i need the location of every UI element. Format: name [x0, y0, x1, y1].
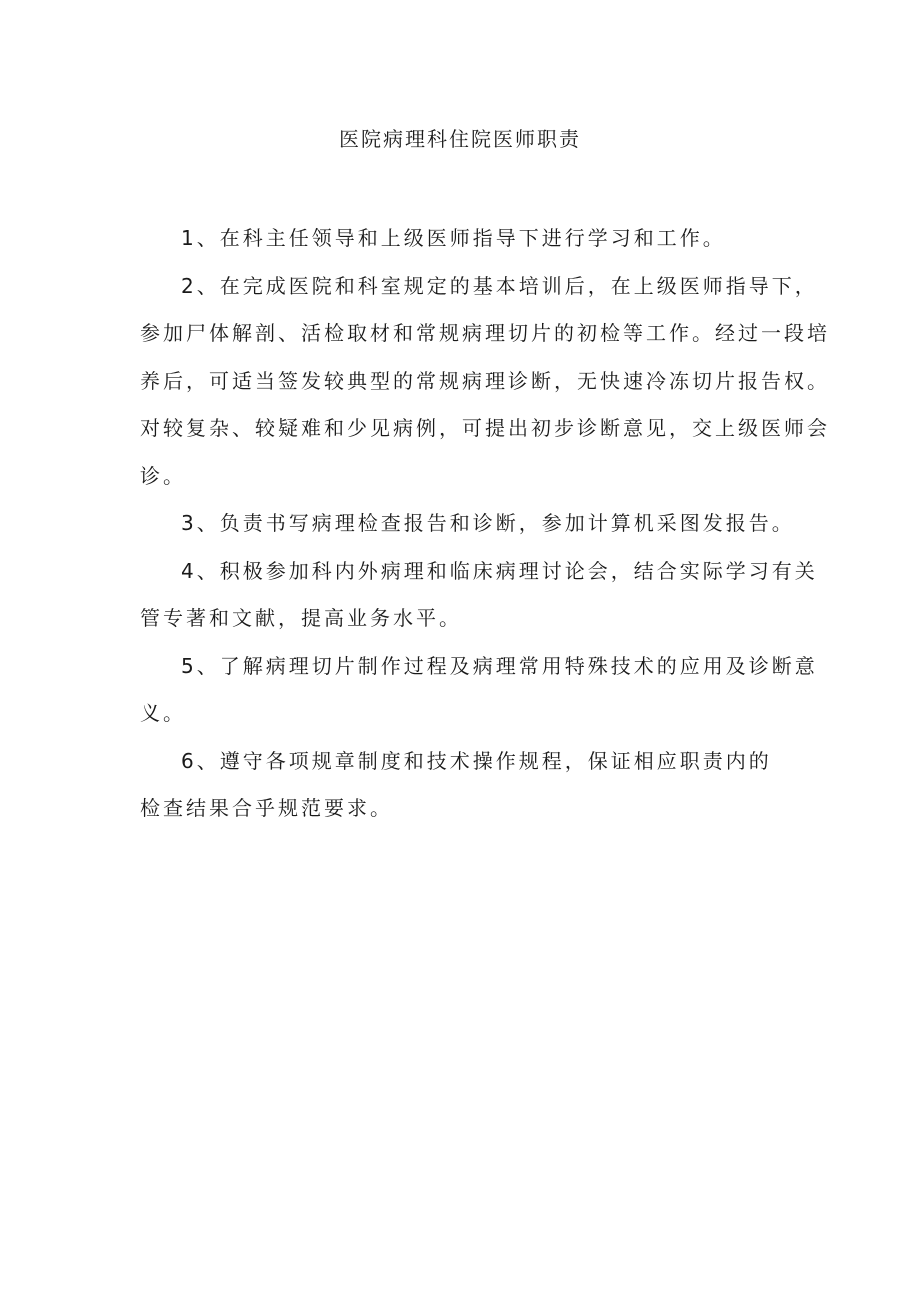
document-body	[140, 215, 830, 833]
paragraph-line: 2、在完成医院和科室规定的基本培训后，在上级医师指导下，	[181, 273, 818, 298]
paragraph-2	[140, 263, 830, 501]
paragraph-line: 义。	[140, 701, 186, 725]
paragraph-line: 5、了解病理切片制作过程及病理常用特殊技术的应用及诊断意	[181, 653, 818, 678]
page-title: 医院病理科住院医师职责	[339, 127, 581, 151]
paragraph-6	[140, 738, 800, 833]
paragraph-line: 对较复杂、较疑难和少见病例，可提出初步诊断意见，交上级医师会	[140, 416, 830, 440]
paragraph-line: 6、遵守各项规章制度和技术操作规程，保证相应职责内的	[181, 748, 772, 773]
paragraph-line: 参加尸体解剖、活检取材和常规病理切片的初检等工作。经过一段培	[140, 321, 830, 345]
paragraph-line: 管专著和文献，提高业务水平。	[140, 606, 462, 630]
paragraph-4	[140, 548, 818, 643]
paragraph-line: 3、负责书写病理检查报告和诊断，参加计算机采图发报告。	[181, 511, 795, 535]
paragraph-line: 检查结果合乎规范要求。	[140, 796, 393, 820]
paragraph-5	[140, 643, 818, 738]
paragraph-line: 1、在科主任领导和上级医师指导下进行学习和工作。	[181, 226, 726, 250]
paragraph-3	[140, 500, 800, 548]
paragraph-line: 诊。	[140, 463, 186, 488]
paragraph-1	[140, 215, 800, 263]
paragraph-line: 4、积极参加科内外病理和临床病理讨论会，结合实际学习有关	[181, 558, 818, 583]
paragraph-line: 养后，可适当签发较典型的常规病理诊断，无快速冷冻切片报告权。	[140, 368, 830, 393]
